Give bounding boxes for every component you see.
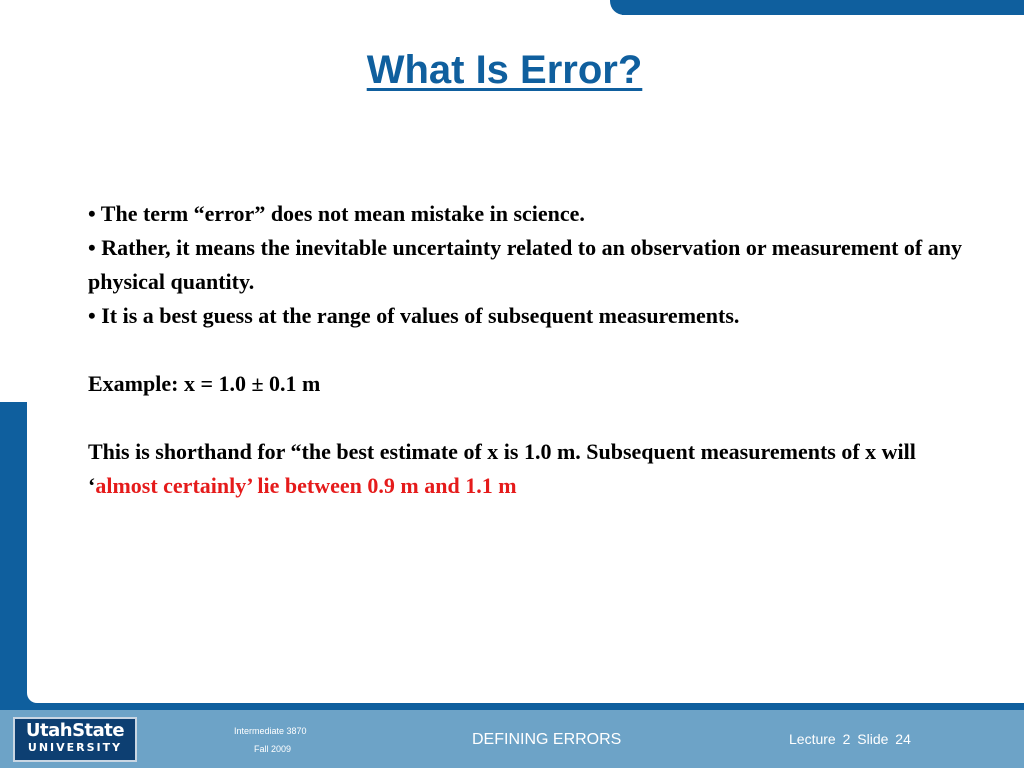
bullet-2: • Rather, it means the inevitable uncertainty related to an observation or measurement of any physical quantity. bbox=[88, 235, 962, 294]
course-label: Intermediate 3870 bbox=[234, 726, 307, 736]
explanation-highlight: almost certainly’ lie between 0.9 m and 1.1 m bbox=[95, 473, 517, 498]
left-frame-bar bbox=[0, 402, 27, 707]
logo-subtitle: UNIVERSITY bbox=[27, 741, 123, 754]
logo-wordmark: UtahState bbox=[25, 720, 125, 741]
left-frame-curve bbox=[27, 402, 53, 707]
topic-label: DEFINING ERRORS bbox=[472, 731, 622, 748]
explanation bbox=[88, 435, 968, 503]
explanation-prefix: This is shorthand for “the best estimate of x is 1.0 m. Subsequent measurements of x will ‘ bbox=[88, 439, 916, 498]
bottom-frame-curve bbox=[27, 693, 1024, 703]
slide-title: What Is Error? bbox=[366, 48, 643, 92]
slide-number: Lecture 2 Slide 24 bbox=[789, 731, 911, 747]
term-label: Fall 2009 bbox=[254, 744, 292, 754]
top-frame-bar bbox=[622, 0, 1024, 15]
bullet-1: • The term “error” does not mean mistake in science. bbox=[88, 201, 585, 226]
bullet-3: • It is a best guess at the range of values of subsequent measurements. bbox=[88, 303, 740, 328]
university-logo bbox=[13, 717, 137, 762]
footer bbox=[0, 710, 1024, 768]
slide-body bbox=[88, 197, 968, 503]
example-line: Example: x = 1.0 ± 0.1 m bbox=[88, 371, 321, 396]
